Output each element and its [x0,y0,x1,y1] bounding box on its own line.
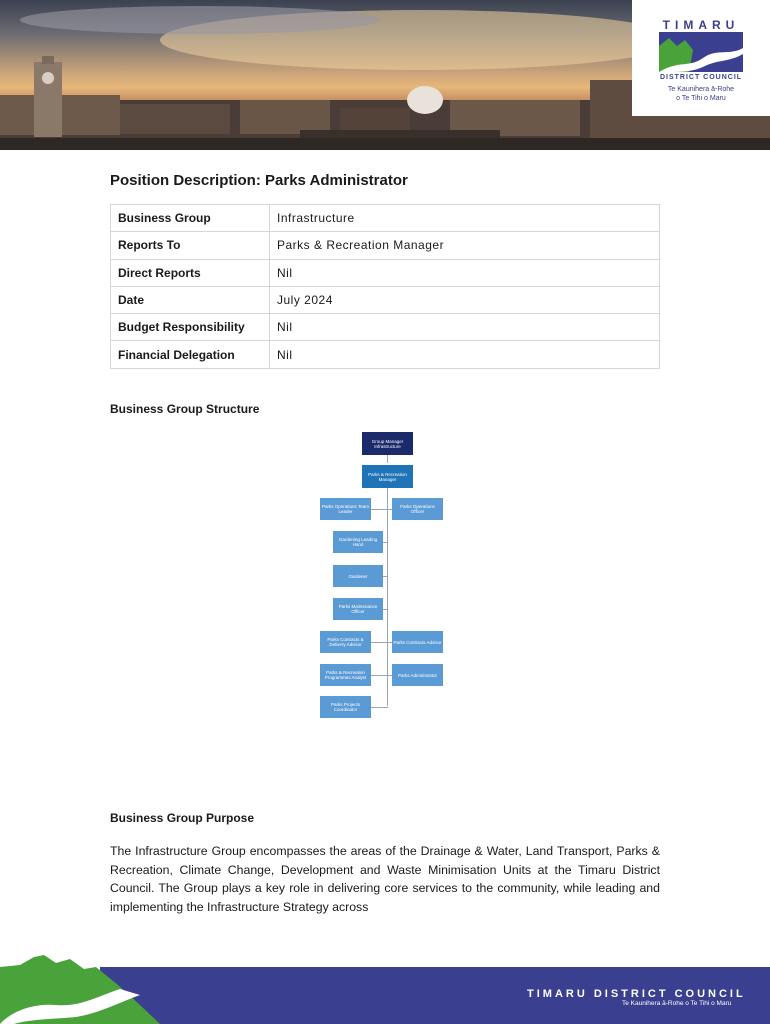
connector-line [383,609,387,610]
row-label: Reports To [111,232,270,259]
purpose-heading: Business Group Purpose [110,811,255,825]
footer-council-name: TIMARU DISTRICT COUNCIL [527,988,746,1000]
org-box-team-leader: Parks Operations Team Leader [320,498,371,520]
row-value: Nil [270,341,660,368]
logo-tagline-line-1: Te Kaunihera ā-Rohe [667,86,735,93]
org-box-programmes-analyst: Parks & Recreation Programmes Analyst [320,664,371,686]
timaru-logo [632,0,770,116]
footer-tagline: Te Kaunihera ā-Rohe o Te Tihi o Maru [622,1000,732,1007]
table-row [111,259,660,286]
table-row [111,205,660,232]
connector-line [387,455,388,463]
table-row [111,232,660,259]
connector-line [371,707,388,708]
connector-line [387,488,388,706]
table-row [111,314,660,341]
position-info-table [110,204,660,369]
row-label: Financial Delegation [111,341,270,368]
logo-tagline-line-2: o Te Tihi o Maru [676,95,726,102]
purpose-paragraph: The Infrastructure Group encompasses the areas of the Drainage & Water, Land Transport, Parks & Recreation, Climate Change, Development and Waste Minimisation Units at the Timaru District Council. The Group plays a key role in delivering core services to the community, while leading and implementing the Infrastructure Strategy across [110,844,660,914]
org-box-projects-coordinator: Parks Projects Coordinator [320,696,371,718]
org-box-parks-administrator: Parks Administrator [392,664,443,686]
logo-title: TIMARU [662,18,740,32]
connector-line [383,542,387,543]
org-box-contracts-advisor: Parks Contracts Advisor [392,631,443,653]
org-box-operations-officer: Parks Operations Officer [392,498,443,520]
org-box-manager: Parks & Recreation Manager [362,465,413,488]
logo-subtitle: DISTRICT COUNCIL [659,74,743,81]
row-value: Parks & Recreation Manager [270,232,660,259]
logo-tagline [632,85,770,103]
table-row [111,341,660,368]
connector-line [383,576,387,577]
row-value: Nil [270,259,660,286]
table-row [111,286,660,313]
mountain-river-emblem-icon [659,32,743,72]
org-box-leading-hand: Gardening Leading Hand [333,531,383,553]
row-label: Direct Reports [111,259,270,286]
row-value: Nil [270,314,660,341]
row-label: Date [111,286,270,313]
org-box-group-manager: Group Manager Infrastructure [362,432,413,455]
org-box-gardener: Gardener [333,565,383,587]
row-label: Budget Responsibility [111,314,270,341]
org-box-contracts-delivery-advisor: Parks Contracts & Delivery Advisor [320,631,371,653]
org-box-maintenance-officer: Parks Maintenance Officer [333,598,383,620]
row-value: July 2024 [270,286,660,313]
page-title: Position Description: Parks Administrator [110,172,408,189]
org-chart [300,425,470,735]
row-label: Business Group [111,205,270,232]
structure-heading: Business Group Structure [110,402,260,416]
row-value: Infrastructure [270,205,660,232]
